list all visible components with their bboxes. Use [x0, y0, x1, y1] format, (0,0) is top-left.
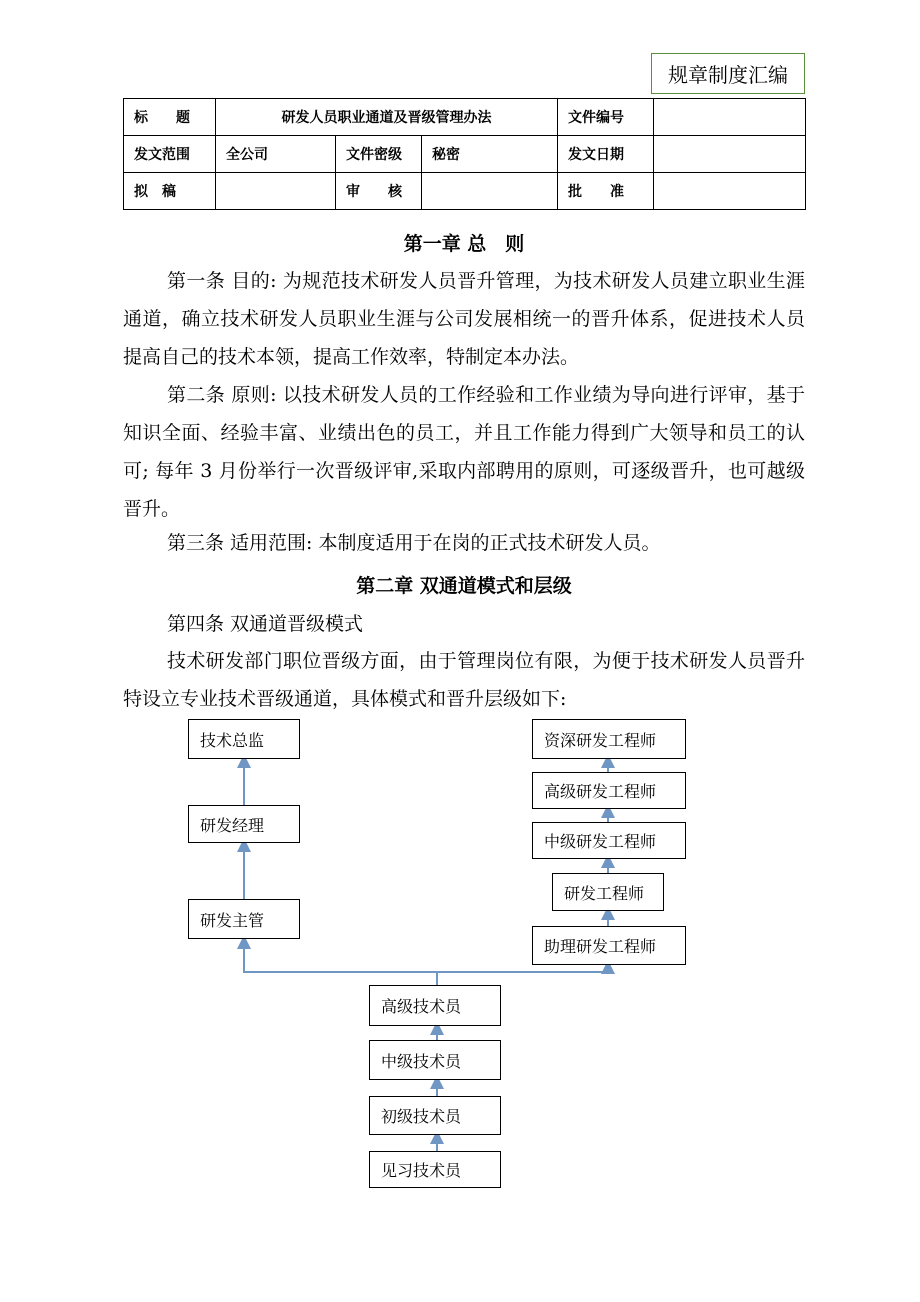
- box-tech-director: 技术总监: [188, 719, 300, 759]
- box-mid-engineer: 中级研发工程师: [532, 822, 686, 859]
- box-trainee-technician: 见习技术员: [369, 1151, 501, 1188]
- box-principal-engineer: 资深研发工程师: [532, 719, 686, 759]
- article-3: 第三条 适用范围: 本制度适用于在岗的正式技术研发人员。: [167, 532, 661, 554]
- draft-label: 拟 稿: [124, 173, 216, 210]
- secrecy-label: 文件密级: [336, 136, 422, 173]
- doc-no-label: 文件编号: [558, 99, 654, 136]
- promotion-intro: 技术研发部门职位晋级方面，由于管理岗位有限，为便于技术研发人员晋升特设立专业技术晋级通道，具体模式和晋升层级如下:: [123, 650, 805, 710]
- box-engineer: 研发工程师: [552, 873, 664, 911]
- article-2: 第二条 原则: 以技术研发人员的工作经验和工作业绩为导向进行评审，基于知识全面、经验丰富、业绩出色的员工，并且工作能力得到广大领导和员工的认可; 每年 3 月份举行一次晋级评审,采取内部聘用的原则，可逐级晋升，也可越级晋升。: [123, 384, 805, 520]
- title-label: 标 题: [124, 99, 216, 136]
- article-4: 第四条 双通道晋级模式: [167, 613, 364, 635]
- chapter-1-heading: 第一章 总 则: [403, 233, 525, 255]
- scope-label: 发文范围: [124, 136, 216, 173]
- review-label: 审 核: [336, 173, 422, 210]
- approve-label: 批 准: [558, 173, 654, 210]
- article-1: 第一条 目的: 为规范技术研发人员晋升管理，为技术研发人员建立职业生涯通道，确立技术研发人员职业生涯与公司发展相统一的晋升体系，促进技术人员提高自己的技术本领，提高工作效率，特制定本办法。: [123, 270, 805, 368]
- title-value: 研发人员职业通道及晋级管理办法: [216, 99, 558, 136]
- secrecy-value: 秘密: [422, 136, 558, 173]
- date-label: 发文日期: [558, 136, 654, 173]
- box-assistant-engineer: 助理研发工程师: [532, 926, 686, 965]
- box-rd-supervisor: 研发主管: [188, 899, 300, 939]
- split-to-assistant-engineer: [437, 967, 608, 972]
- split-to-supervisor: [244, 942, 437, 972]
- box-rd-manager: 研发经理: [188, 805, 300, 843]
- chapter-2-heading: 第二章 双通道模式和层级: [356, 575, 572, 597]
- box-mid-technician: 中级技术员: [369, 1040, 501, 1080]
- box-junior-technician: 初级技术员: [369, 1096, 501, 1135]
- scope-value: 全公司: [216, 136, 336, 173]
- regulation-compilation-badge: 规章制度汇编: [651, 53, 805, 94]
- box-senior-technician: 高级技术员: [369, 985, 501, 1026]
- box-senior-engineer: 高级研发工程师: [532, 772, 686, 809]
